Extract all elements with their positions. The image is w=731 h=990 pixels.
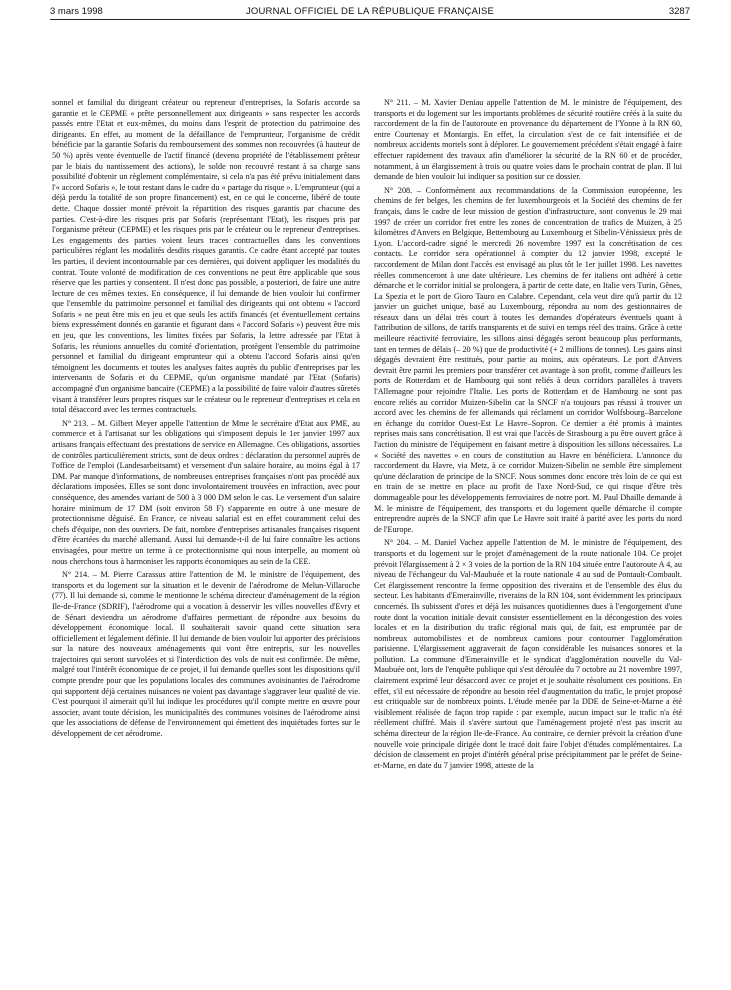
page-date: 3 mars 1998: [50, 6, 103, 17]
question-204: N° 204. – M. Daniel Vachez appelle l'attention de M. le ministre de l'équipement, des transports et du logement sur le projet d'aménagement de la route nationale 104. Ce projet prévoit l'élargissement à 2 × 3 voies de la portion de la RN 104 située entre l'autoroute A 4, au niveau de l'échangeur du Val-Maubuée et la route nationale 4 au sud de Pontault-Combault. Cet élargissement rencontre la ferme opposition des riverains et de l'ensemble des élus du secteur. Les habitants d'Emerainville, riverains de la RN 104, sont évidemment les principaux concernés. Ils subissent d'ores et déjà les nuisances quotidiennes dues à l'engorgement d'une route dont la vocation initiale devait consister essentiellement en la décongestion des voies locales et en la distribution du trafic régional mais qui, de fait, est empruntée par de nombreux automobilistes et de nombreux camions pour contourner l'agglomération parisienne. L'élargissement aggraverait de façon considérable les nuisances sonores et la pollution. La commune d'Emerainville et le syndicat d'agglomération nouvelle du Val-Maubuée ont, lors de l'enquête publique qui s'est déroulée du 7 octobre au 21 novembre 1997, clairement exprimé leur désaccord avec ce projet et je souhaite résolument ces positions. En effet, s'il est nécessaire de répondre au besoin réel d'augmentation du trafic, le projet proposé est critiquable sur de nombreux points. L'étude menée par la DDE de Seine-et-Marne a été visiblement réalisée de façon trop rapide : par exemple, aucun impact sur le trafic n'a été réellement chiffré. Mais il s'avère surtout que l'aménagement projeté n'est pas inscrit au schéma directeur de la région Ile-de-France. Au contraire, ce dernier prévoit la création d'une nouvelle voie principale dirigée dont le tracé doit faire l'objet d'études complémentaires. La décision de classement en projet d'intérêt général prise précipitamment par le préfet de Seine-et-Marne, en date du 7 janvier 1998, atteste de la: [374, 538, 683, 770]
page-number: 3287: [668, 6, 690, 17]
journal-title: JOURNAL OFFICIEL DE LA RÉPUBLIQUE FRANÇAISE: [245, 6, 495, 17]
header-rule: [50, 19, 690, 20]
question-214: N° 214. – M. Pierre Carassus attire l'attention de M. le ministre de l'équipement, des transports et du logement sur la situation et le devenir de l'aérodrome de Melun-Villaroche (77). Il lui demande si, comme le mentionne le schéma directeur d'aménagement de la région Ile-de-France (SDRIF), l'aérodrome qui a vocation à desservir les villes nouvelles d'Evry et de Sénart deviendra un aérodrome d'affaires permettant de répondre aux besoins du développement économique local. Il souhaiterait savoir quand cette situation sera officiellement et légalement définie. Il lui demande de bien vouloir lui apporter des précisions sur la nature des nouveaux aménagements qui vont être entrepris, sur les nouvelles trajectoires qui seront survolées et si l'interdiction des vols de nuit est confirmée. De même, malgré tout l'intérêt économique de ce projet, il lui demande quelles sont les dispositions qu'il compte prendre pour que les populations locales des communes avoisinantes de l'aérodrome qui supportent déjà certaines nuisances ne voient pas davantage s'aggraver leur qualité de vie. C'est pourquoi il aimerait qu'il lui indique les procédures qu'il compte mettre en œuvre pour associer, avant toute décision, les municipalités des communes voisines de l'aérodrome ainsi que les associations de défense de l'environnement qui émettent des inquiétudes fortes sur le développement de cet aérodrome.: [52, 570, 360, 739]
question-208: N° 208. – Conformément aux recommandations de la Commission européenne, les chemins de fer belges, les chemins de fer luxembourgeois et la Société des chemins de fer français, dans le cadre de leur mission de gestion d'infrastructure, sont convenus le 29 mai 1997 de créer un corridor fret entre les zones de concentration de trafics de Muizen, à 25 kilomètres d'Anvers en Belgique, Bettembourg au Luxembourg et Sibelin-Vénissieux près de Lyon. L'accord-cadre signé le mercredi 26 novembre 1997 est la concrétisation de ces contacts. Le corridor sera opérationnel à compter du 12 janvier 1998, excepté le raccordement de Milan dont l'accès est envisagé au plus tôt le 1er juillet 1998. Les navettes réelles commenceront à une date ultérieure. Les chemins de fer italiens ont adhéré à cette démarche et le corridor initial se prolongera, à partir de cette date, en Italie vers Turin, Gênes, La Spezia et le port de Gioro Tauro en Calabre. Cependant, cela veut dire qu'à partir du 12 janvier un guichet unique, basé au Luxembourg, répondra au nom des gestionnaires de réseaux dans un délai très court à toutes les demandes d'opérateurs éventuels quant à l'attribution de sillons, de tarifs transparents et de suivi en temps réel des trains. Grâce à cette meilleure réactivité ferroviaire, les sillons ainsi dégagés seront beaucoup plus performants, tant en termes de délais (– 20 %) que de productivité (+ 2 millions de tonnes). Les gains ainsi dégagés devraient être restitués, pour partie au moins, aux opérateurs. Le port d'Anvers devrait être parmi les premiers pour transférer cet avantage à son profit, comme d'ailleurs les ports de Rotterdam et de Hambourg qui sont reliés à deux corridors parallèles à travers l'Allemagne pour rejoindre l'Italie. Les ports de Rotterdam et de Hambourg ne sont pas encore reliés au corridor Muizen-Sibelin car la SNCF n'a toujours pas réussi à trouver un accord avec les chemins de fer allemands qui réclament un corridor Wolfsbourg–Barcelone en échange du corridor Ouest-Est Le Havre–Sopron. Ce dernier a été promis à maintes reprises mais sans concrétisation. Il est vrai que l'accès de Strasbourg a pu être ouvert grâce à l'action du ministre de l'équipement en faisant mettre à disposition les sillons nécessaires. La « Société des navettes » en cours de constitution au Havre en bénéficiera. L'annonce du raccordement du Havre, via Metz, à ce corridor Muizen-Sibelin ne semble être simplement qu'une déclaration de principe de la SNCF. Nous sommes donc encore très loin de ce qui est en train de se mettre en place au profit de l'axe Nord-Sud, ce qui risque d'être très dommageable pour les développements ferroviaires de notre port. M. Paul Dhaille demande à M. le ministre de l'équipement, des transports et du logement quelle démarche il compte entreprendre auprès de la SNCF afin que Le Havre soit traité à parité avec les ports du nord de l'Europe.: [374, 185, 682, 534]
question-213: N° 213. – M. Gilbert Meyer appelle l'attention de Mme le secrétaire d'Etat aux PME, au commerce et à l'artisanat sur les obligations qui s'imposent depuis le 1er janvier 1997 aux artisans français effectuant des prestations de service en Allemagne. Ces obligations, assorties de contrôles particulièrement stricts, sont de deux ordres : déclaration du personnel auprès de l'office de l'emploi (Landesarbeitsamt) et versement d'un salaire horaire, au moins égal à 17 DM. Par manque d'informations, de nombreuses entreprises françaises n'ont pas procédé aux déclarations imposées. Elles se sont donc involontairement trouvées en infraction, avec pour conséquence, des amendes variant de 500 à 3 000 DM selon le cas. Le versement d'un salaire horaire minimum de 17 DM (soit environ 58 F) s'apparente en outre à une mesure de protectionnisme déguisé. En France, ce niveau salarial est en effet couramment celui des chefs d'équipe, non des ouvriers. De fait, nombre d'entreprises artisanales françaises risquent d'être écartées du marché allemand. Aussi lui demande-t-il de lui faire connaître les actions envisagées, pour mettre un terme à ce protectionnisme qui nous interpelle, au moment où nous cherchons tous à harmoniser les rapports économiques au sein de la CEE.: [52, 418, 360, 566]
right-column: [374, 98, 682, 774]
paragraph-sofaris-continuation: sonnel et familial du dirigeant créateur ou repreneur d'entreprises, la Sofaris accorde sa garantie et le CEPME « prête personnellement aux dirigeants » sans respecter les accords passés entre l'Etat et eux-mêmes, du moins dans l'esprit de protection du patrimoine des dirigeants. En effet, au moment de la défaillance de l'emprunteur, l'organisme de crédit bénéficie par la garantie Sofaris du remboursement des sommes non recouvrées (à hauteur de 50 %) après vente éventuelle de l'actif financé (devenu propriété de l'établissement prêteur par le biais du nantissement des actions), le solde non recouvré restant à sa charge sans possibilité d'obtenir un règlement complémentaire, si cela n'a pas été prévu initialement dans l'« accord Sofaris », le tout restant dans le cadre du « partage du risque ». L'emprunteur (qui a déjà perdu la totalité de son propre financement) est, en ce qui le concerne, libéré de toute dette. Chaque dossier monté prévoit la répartition des risques garantis par chacune des parties. C'est-à-dire les risques pris par Sofaris (représentant l'Etat), les risques pris par l'organisme prêteur (CEPME) et les risques pris par le créateur ou le repreneur d'entreprises. Les engagements des parties voient leurs traces contractuelles dans les conventions particulières réglant les modalités desdits risques garantis. Ce cadre étant accepté par toutes les parties, il devient incontournable par ces dernières, qui doivent appliquer les modalités du contrat. Toute volonté de modification de ces conventions ne peut être applicable que sous réserve que les parties y consentent. Il n'est donc pas possible, a posteriori, de faire une autre lecture de ces mêmes textes. En conséquence, il lui demande de bien vouloir lui confirmer que l'ensemble du patrimoine personnel et familial des dirigeants qui ont obtenu « l'accord Sofaris » ne peut être mis en jeu et que seuls les actifs financés (et éventuellement certains biens expressément donnés en garantie et figurant dans « l'accord Sofaris ») peuvent être mis en jeu, que les conventions, les limites fixées par Sofaris, la lettre adressée par l'Etat à Sofaris, les réunions annuelles du comité d'orientation, protègent l'ensemble du patrimoine personnel et familial du dirigeant emprunteur qui a obtenu l'accord Sofaris ainsi qu'en témoignent les documents et toutes les analyses faites auprès du public d'entreprises par les intervenants de Sofaris et du CEPME, qu'un organisme mandaté par l'Etat (Sofaris) accompagné d'un organisme bancaire (CEPME) a la possibilité de faire valoir d'autres sûretés visant à transférer leurs propres risques sur le créateur ou le repreneur d'entreprises et cela en total désaccord avec les termes contractuels.: [52, 98, 360, 415]
question-211: N° 211. – M. Xavier Deniau appelle l'attention de M. le ministre de l'équipement, des transports et du logement sur les importants problèmes de sécurité routière créés à la suite du raccordement de la fin de l'autoroute en provenance du département de l'Yonne à la RN 60, entre Courtenay et Montargis. En effet, la circulation s'est de ce fait intensifiée et de nombreux accidents mortels sont à déplorer. Le gouvernement précédent s'était engagé à faire effectuer rapidement des travaux afin d'améliorer la sécurité de la RN 60 et de procéder, notamment, à un élargissement à trois ou quatre voies dans le prochain contrat de plan. Il lui demande de bien vouloir lui indiquer sa position sur ce dossier.: [374, 98, 682, 182]
left-column: [52, 98, 360, 743]
